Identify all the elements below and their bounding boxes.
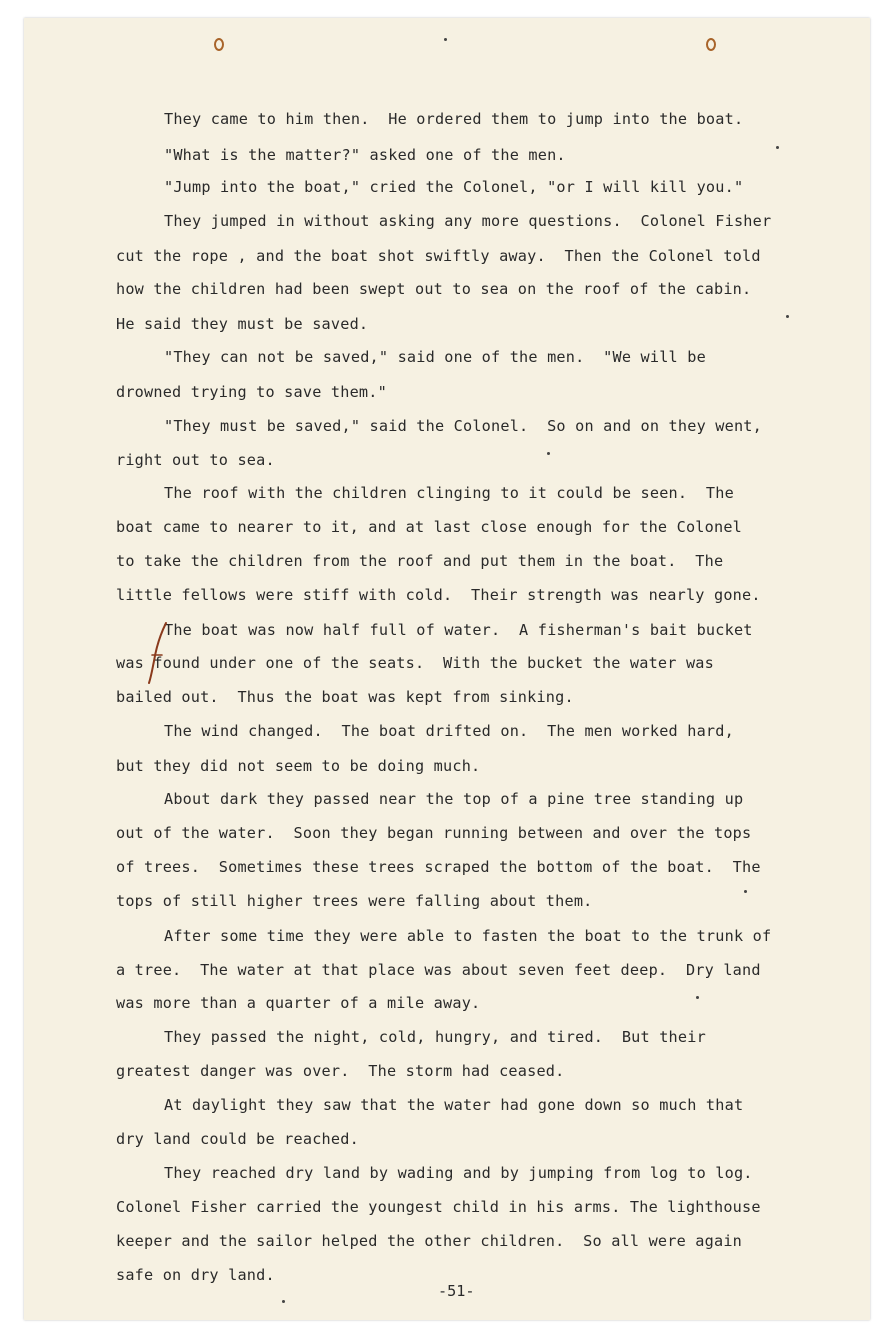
text-line: They reached dry land by wading and by jumping from log to log. (164, 1164, 753, 1182)
text-line: The boat was now half full of water. A fisherman's bait bucket (164, 621, 753, 639)
text-line: boat came to nearer to it, and at last close enough for the Colonel (116, 518, 743, 536)
text-line: He said they must be saved. (116, 315, 369, 333)
text-line: safe on dry land. (116, 1266, 275, 1284)
ink-speck (776, 146, 779, 149)
text-line: keeper and the sailor helped the other children. So all were again (116, 1232, 743, 1250)
ink-speck (696, 996, 699, 999)
text-line: cut the rope , and the boat shot swiftly away. Then the Colonel told (116, 247, 761, 265)
text-line: a tree. The water at that place was about seven feet deep. Dry land (116, 961, 761, 979)
text-line: how the children had been swept out to sea on the roof of the cabin. (116, 280, 752, 298)
text-line: At daylight they saw that the water had gone down so much that (164, 1096, 744, 1114)
text-line: was more than a quarter of a mile away. (116, 994, 481, 1012)
text-line: of trees. Sometimes these trees scraped the bottom of the boat. The (116, 858, 761, 876)
text-line: to take the children from the roof and put them in the boat. The (116, 552, 724, 570)
text-line: drowned trying to save them." (116, 383, 387, 401)
page-number: -51- (438, 1282, 475, 1300)
text-line: "They must be saved," said the Colonel. So on and on they went, (164, 417, 762, 435)
text-line: Colonel Fisher carried the youngest child in his arms. The lighthouse (116, 1198, 761, 1216)
text-line: was found under one of the seats. With the bucket the water was (116, 654, 714, 672)
handwritten-correction-mark (146, 621, 170, 685)
ink-speck (444, 38, 447, 41)
text-line: out of the water. Soon they began running between and over the tops (116, 824, 752, 842)
text-line: After some time they were able to fasten the boat to the trunk of (164, 927, 772, 945)
text-line: dry land could be reached. (116, 1130, 359, 1148)
ink-speck (282, 1300, 285, 1303)
text-line: They jumped in without asking any more questions. Colonel Fisher (164, 212, 772, 230)
ink-speck (547, 452, 550, 455)
text-line: They came to him then. He ordered them to jump into the boat. (164, 110, 744, 128)
ink-speck (786, 315, 789, 318)
punch-hole-mark (706, 38, 716, 51)
text-line: The roof with the children clinging to it could be seen. The (164, 484, 734, 502)
text-line: but they did not seem to be doing much. (116, 757, 481, 775)
text-line: About dark they passed near the top of a pine tree standing up (164, 790, 744, 808)
text-line: The wind changed. The boat drifted on. The men worked hard, (164, 722, 734, 740)
text-line: greatest danger was over. The storm had ceased. (116, 1062, 565, 1080)
text-line: They passed the night, cold, hungry, and tired. But their (164, 1028, 706, 1046)
text-line: "Jump into the boat," cried the Colonel, "or I will kill you." (164, 178, 744, 196)
text-line: "What is the matter?" asked one of the men. (164, 146, 566, 164)
text-line: right out to sea. (116, 451, 275, 469)
ink-speck (744, 890, 747, 893)
punch-hole-mark (214, 38, 224, 51)
text-line: little fellows were stiff with cold. Their strength was nearly gone. (116, 586, 761, 604)
text-line: tops of still higher trees were falling about them. (116, 892, 593, 910)
text-line: bailed out. Thus the boat was kept from sinking. (116, 688, 574, 706)
text-line: "They can not be saved," said one of the men. "We will be (164, 348, 706, 366)
